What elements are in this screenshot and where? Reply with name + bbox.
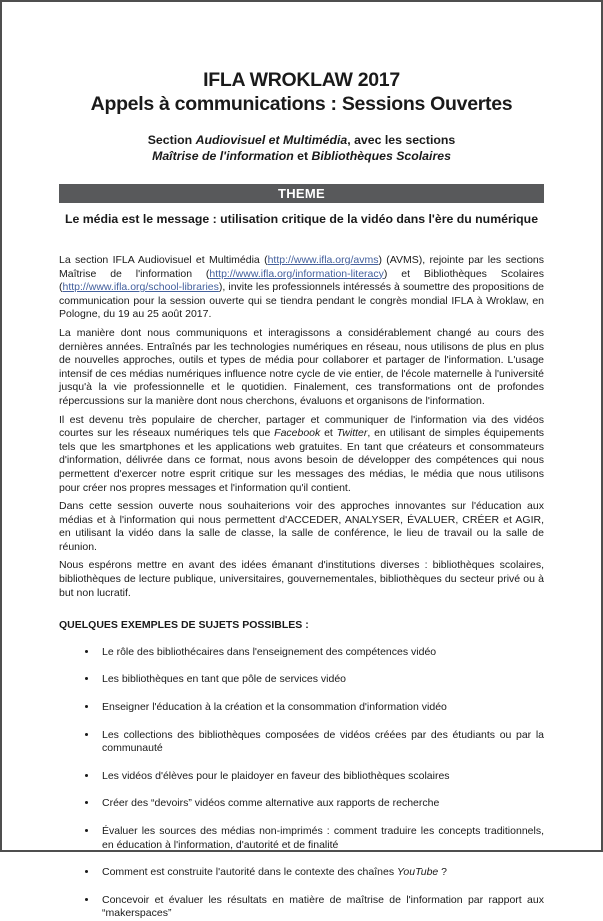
- paragraph-intro-text-4: ), invite les professionnels intéressés à soumettre des propositions de communication pour la session ouverte qui se tiendra pendant le congrès mondial IFLA à Wroklaw, en Pologne, du 19 au 25 août 2017.: [59, 281, 544, 321]
- topic-item-role-bibliothecaires: [98, 646, 544, 660]
- paragraph-context: La manière dont nous communiquons et interagissons a considérablement changé au cours des dernières années. Entraînés par les technologies numériques en réseau, nous utilisons de plus en plus de nouvelles approches, outils et types de média pour collaborer et partager de l'information. L'usage intensif de ces médias numériques influence notre cycle de vie entier, de l'école maternelle à l'université jusqu'à la vie professionnelle et le quotidien. Finalement, ces transformations ont de profondes répercussions sur la manière dont nous cherchons, évaluons et organisons de l'information.: [59, 326, 544, 407]
- paragraph-session: Dans cette session ouverte nous souhaiterions voir des approches innovantes sur l'éducation aux médias et à l'information qui nous permettent d'ACCEDER, ANALYSER, ÉVALUER, CRÉER et AGIR, en utilisant la vidéo dans la salle de classe, la salle de conférence, le lieu de travail ou la salle de réunion.: [59, 500, 544, 553]
- topic-item-devoirs-videos: [98, 797, 544, 811]
- topic-text: Les vidéos d'élèves pour le plaidoyer en faveur des bibliothèques scolaires: [102, 769, 450, 782]
- paragraph-video-text-2: et: [320, 427, 337, 440]
- topic-text: Les collections des bibliothèques composées de vidéos créées par des étudiants ou par la communauté: [102, 728, 544, 755]
- subtitle-section-avms: Audiovisuel et Multimédia: [195, 133, 348, 147]
- subtitle-section-school: Bibliothèques Scolaires: [311, 148, 451, 163]
- twitter-label: Twitter: [336, 427, 368, 440]
- topic-item-pole-services: [98, 673, 544, 687]
- link-information-literacy[interactable]: http://www.ifla.org/information-literacy: [209, 267, 384, 280]
- topic-text: Évaluer les sources des médias non-imprimés : comment traduire les concepts traditionnels, en éducation à l'information, d'autorité et de finalité: [102, 825, 544, 851]
- doc-title: [59, 68, 544, 116]
- subtitle-line1: [59, 133, 544, 149]
- paragraph-video: [59, 414, 544, 496]
- subtitle-line2: [59, 149, 544, 165]
- topic-item-collections: [98, 729, 544, 756]
- topic-text: Enseigner l'éducation à la création et la consommation d'information vidéo: [102, 701, 447, 714]
- doc-subtitle: [59, 133, 544, 164]
- topic-text: Concevoir et évaluer les résultats en matière de maîtrise de l'information par rapport aux “makerspaces”: [102, 893, 544, 920]
- topic-text: Le rôle des bibliothécaires dans l'enseignement des compétences vidéo: [102, 645, 437, 658]
- subtitle-section-prefix: Section: [147, 133, 196, 147]
- topic-text: Créer des “devoirs” vidéos comme alternative aux rapports de recherche: [102, 797, 440, 810]
- youtube-label: YouTube: [397, 866, 439, 879]
- subtitle-et: et: [293, 148, 312, 163]
- paragraph-intro: [59, 254, 544, 322]
- theme-banner: [59, 184, 544, 203]
- doc-title-line1: IFLA WROKLAW 2017: [203, 69, 400, 91]
- topic-text: Les bibliothèques en tant que pôle de services vidéo: [102, 673, 347, 686]
- document-body: [59, 254, 544, 921]
- subtitle-section-infolit: Maîtrise de l'information: [152, 148, 294, 163]
- subtitle-section-suffix: , avec les sections: [347, 133, 456, 147]
- paragraph-intro-text-1: La section IFLA Audiovisuel et Multimédia (: [59, 254, 268, 266]
- link-avms[interactable]: http://www.ifla.org/avms: [267, 254, 379, 266]
- topic-text: ?: [438, 866, 448, 879]
- theme-banner-label: THEME: [278, 186, 325, 201]
- paragraph-institutions: Nous espérons mettre en avant des idées émanant d'institutions diverses : bibliothèques scolaires, bibliothèques de lecture publique, universitaires, gouvernementales, bibliothèques du secteur privé ou à but non lucratif.: [59, 559, 544, 599]
- paragraph-video-text-3: , en utilisant de simples équipements tels que les smartphones et les applications web gratuites. En tant que créateurs et consommateurs d'information, délivrée dans ce format, nous avons besoin de développer des compétences qui nous permettent d'exercer notre esprit critique sur les messages des médias, le média que nous utilisons pour créer nos propres messages et l'information qu'il contient.: [59, 427, 544, 494]
- paragraph-intro-text-3: ) et Bibliothèques Scolaires (: [59, 267, 544, 294]
- topics-list: [59, 646, 544, 921]
- theme-heading: Le média est le message : utilisation critique de la vidéo dans l'ère du numérique: [64, 212, 539, 226]
- doc-title-line2: Appels à communications : Sessions Ouvertes: [90, 93, 513, 115]
- topic-item-videos-eleves: [98, 770, 544, 784]
- topic-item-autorite-youtube: [98, 866, 544, 880]
- topic-item-enseigner-education: [98, 701, 544, 715]
- facebook-label: Facebook: [274, 427, 321, 440]
- topic-text: Comment est construite l'autorité dans le contexte des chaînes: [102, 866, 397, 879]
- topic-item-makerspaces: [98, 894, 544, 921]
- paragraph-video-text-1: Il est devenu très populaire de chercher, partager et communiquer de l'information via des vidéos courtes sur les réseaux numériques tels que: [59, 413, 544, 440]
- link-school-libraries[interactable]: http://www.ifla.org/school-libraries: [62, 281, 219, 294]
- topic-item-evaluer-sources: [98, 825, 544, 852]
- topics-heading: QUELQUES EXEMPLES DE SUJETS POSSIBLES :: [59, 619, 309, 632]
- paragraph-intro-text-2: ) (AVMS), rejointe par les sections Maîtrise de l'information (: [59, 254, 544, 280]
